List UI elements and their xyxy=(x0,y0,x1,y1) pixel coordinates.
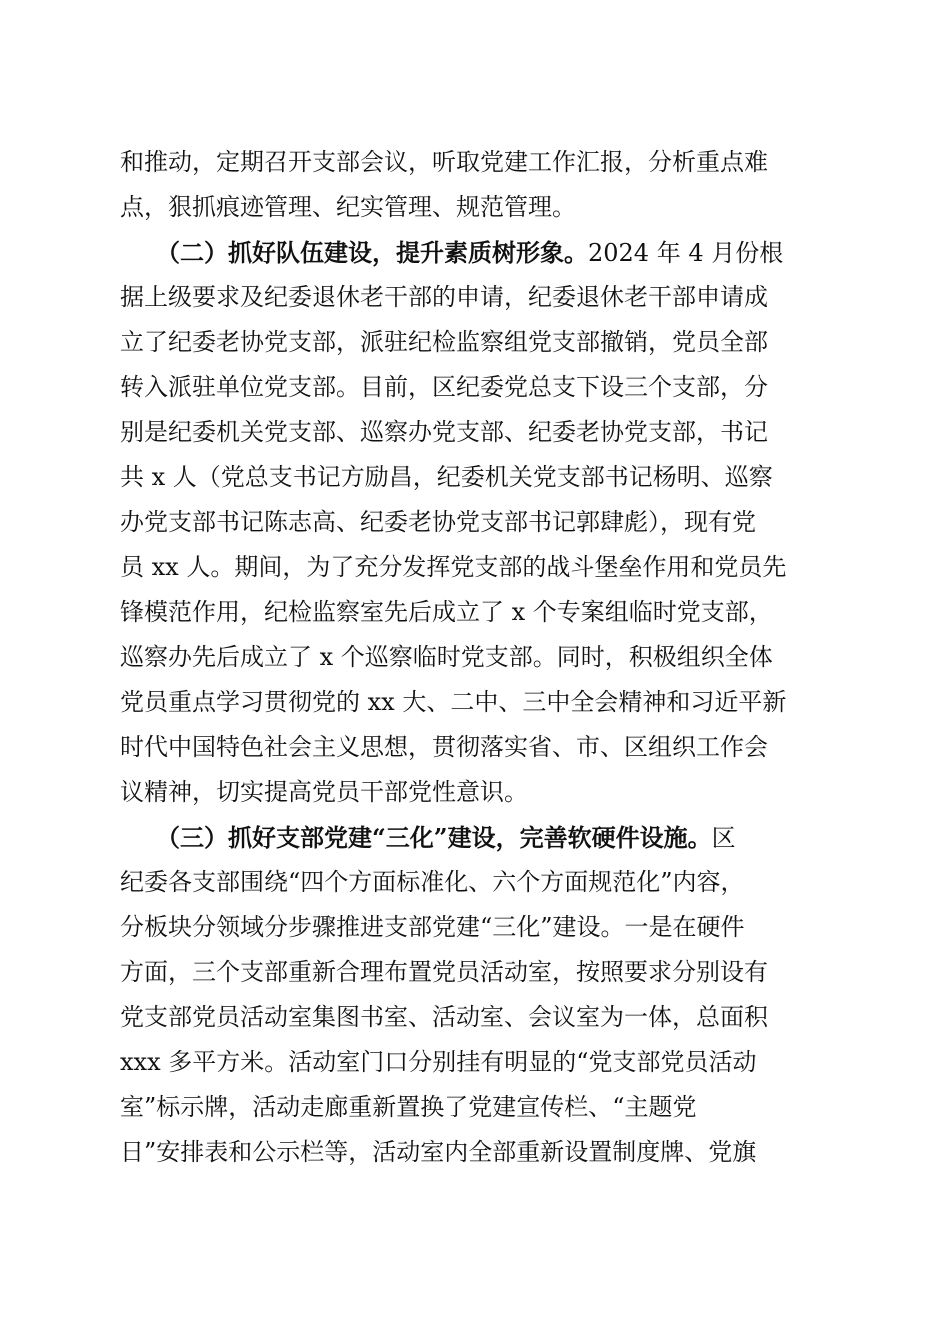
text-line: 共 x 人（党总支书记方励昌，纪委机关党支部书记杨明、巡察 xyxy=(120,463,773,491)
text-segment: 区 xyxy=(711,824,736,852)
text-line: 别是纪委机关党支部、巡察办党支部、纪委老协党支部，书记 xyxy=(120,418,768,446)
text-line: 时代中国特色社会主义思想，贯彻落实省、市、区组织工作会 xyxy=(120,733,768,761)
text-line: 党员重点学习贯彻党的 xx 大、二中、三中全会精神和习近平新 xyxy=(120,688,787,716)
text-line: 和推动，定期召开支部会议，听取党建工作汇报，分析重点难 xyxy=(120,148,768,176)
section-three-line xyxy=(120,815,825,860)
text-line: 巡察办先后成立了 x 个巡察临时党支部。同时，积极组织全体 xyxy=(120,643,773,671)
text-line: 议精神，切实提高党员干部党性意识。 xyxy=(120,778,528,806)
section-two-heading: （二）抓好队伍建设，提升素质树形象。 xyxy=(168,238,588,267)
text-line: 锋模范作用，纪检监察室先后成立了 x 个专案组临时党支部， xyxy=(120,598,773,626)
text-line: 党支部党员活动室集图书室、活动室、会议室为一体，总面积 xyxy=(120,1003,768,1031)
text-line: 方面，三个支部重新合理布置党员活动室，按照要求分别设有 xyxy=(120,958,768,986)
text-line: 分板块分领域分步骤推进支部党建“三化”建设。一是在硬件 xyxy=(120,913,745,941)
text-line: 日”安排表和公示栏等，活动室内全部重新设置制度牌、党旗 xyxy=(120,1138,757,1166)
section-three-heading: （三）抓好支部党建“三化”建设，完善软硬件设施。 xyxy=(168,823,712,852)
text-line: 立了纪委老协党支部，派驻纪检监察组党支部撤销，党员全部 xyxy=(120,328,768,356)
text-line: 办党支部书记陈志高、纪委老协党支部书记郭肆彪），现有党 xyxy=(120,508,756,536)
text-line: 据上级要求及纪委退休老干部的申请，纪委退休老干部申请成 xyxy=(120,283,768,311)
text-line: 室”标示牌，活动走廊重新置换了党建宣传栏、“主题党 xyxy=(120,1093,697,1121)
text-line: 转入派驻单位党支部。目前，区纪委党总支下设三个支部，分 xyxy=(120,373,768,401)
text-segment: 2024 年 4 月份根 xyxy=(588,239,784,267)
text-line: 员 xx 人。期间，为了充分发挥党支部的战斗堡垒作用和党员先 xyxy=(120,553,787,581)
document-body xyxy=(120,140,825,1175)
text-line: xxx 多平方米。活动室门口分别挂有明显的“党支部党员活动 xyxy=(120,1048,757,1076)
text-line: 纪委各支部围绕“四个方面标准化、六个方面规范化”内容， xyxy=(120,868,745,896)
text-line: 点，狠抓痕迹管理、纪实管理、规范管理。 xyxy=(120,193,576,221)
section-two-line xyxy=(120,230,825,275)
